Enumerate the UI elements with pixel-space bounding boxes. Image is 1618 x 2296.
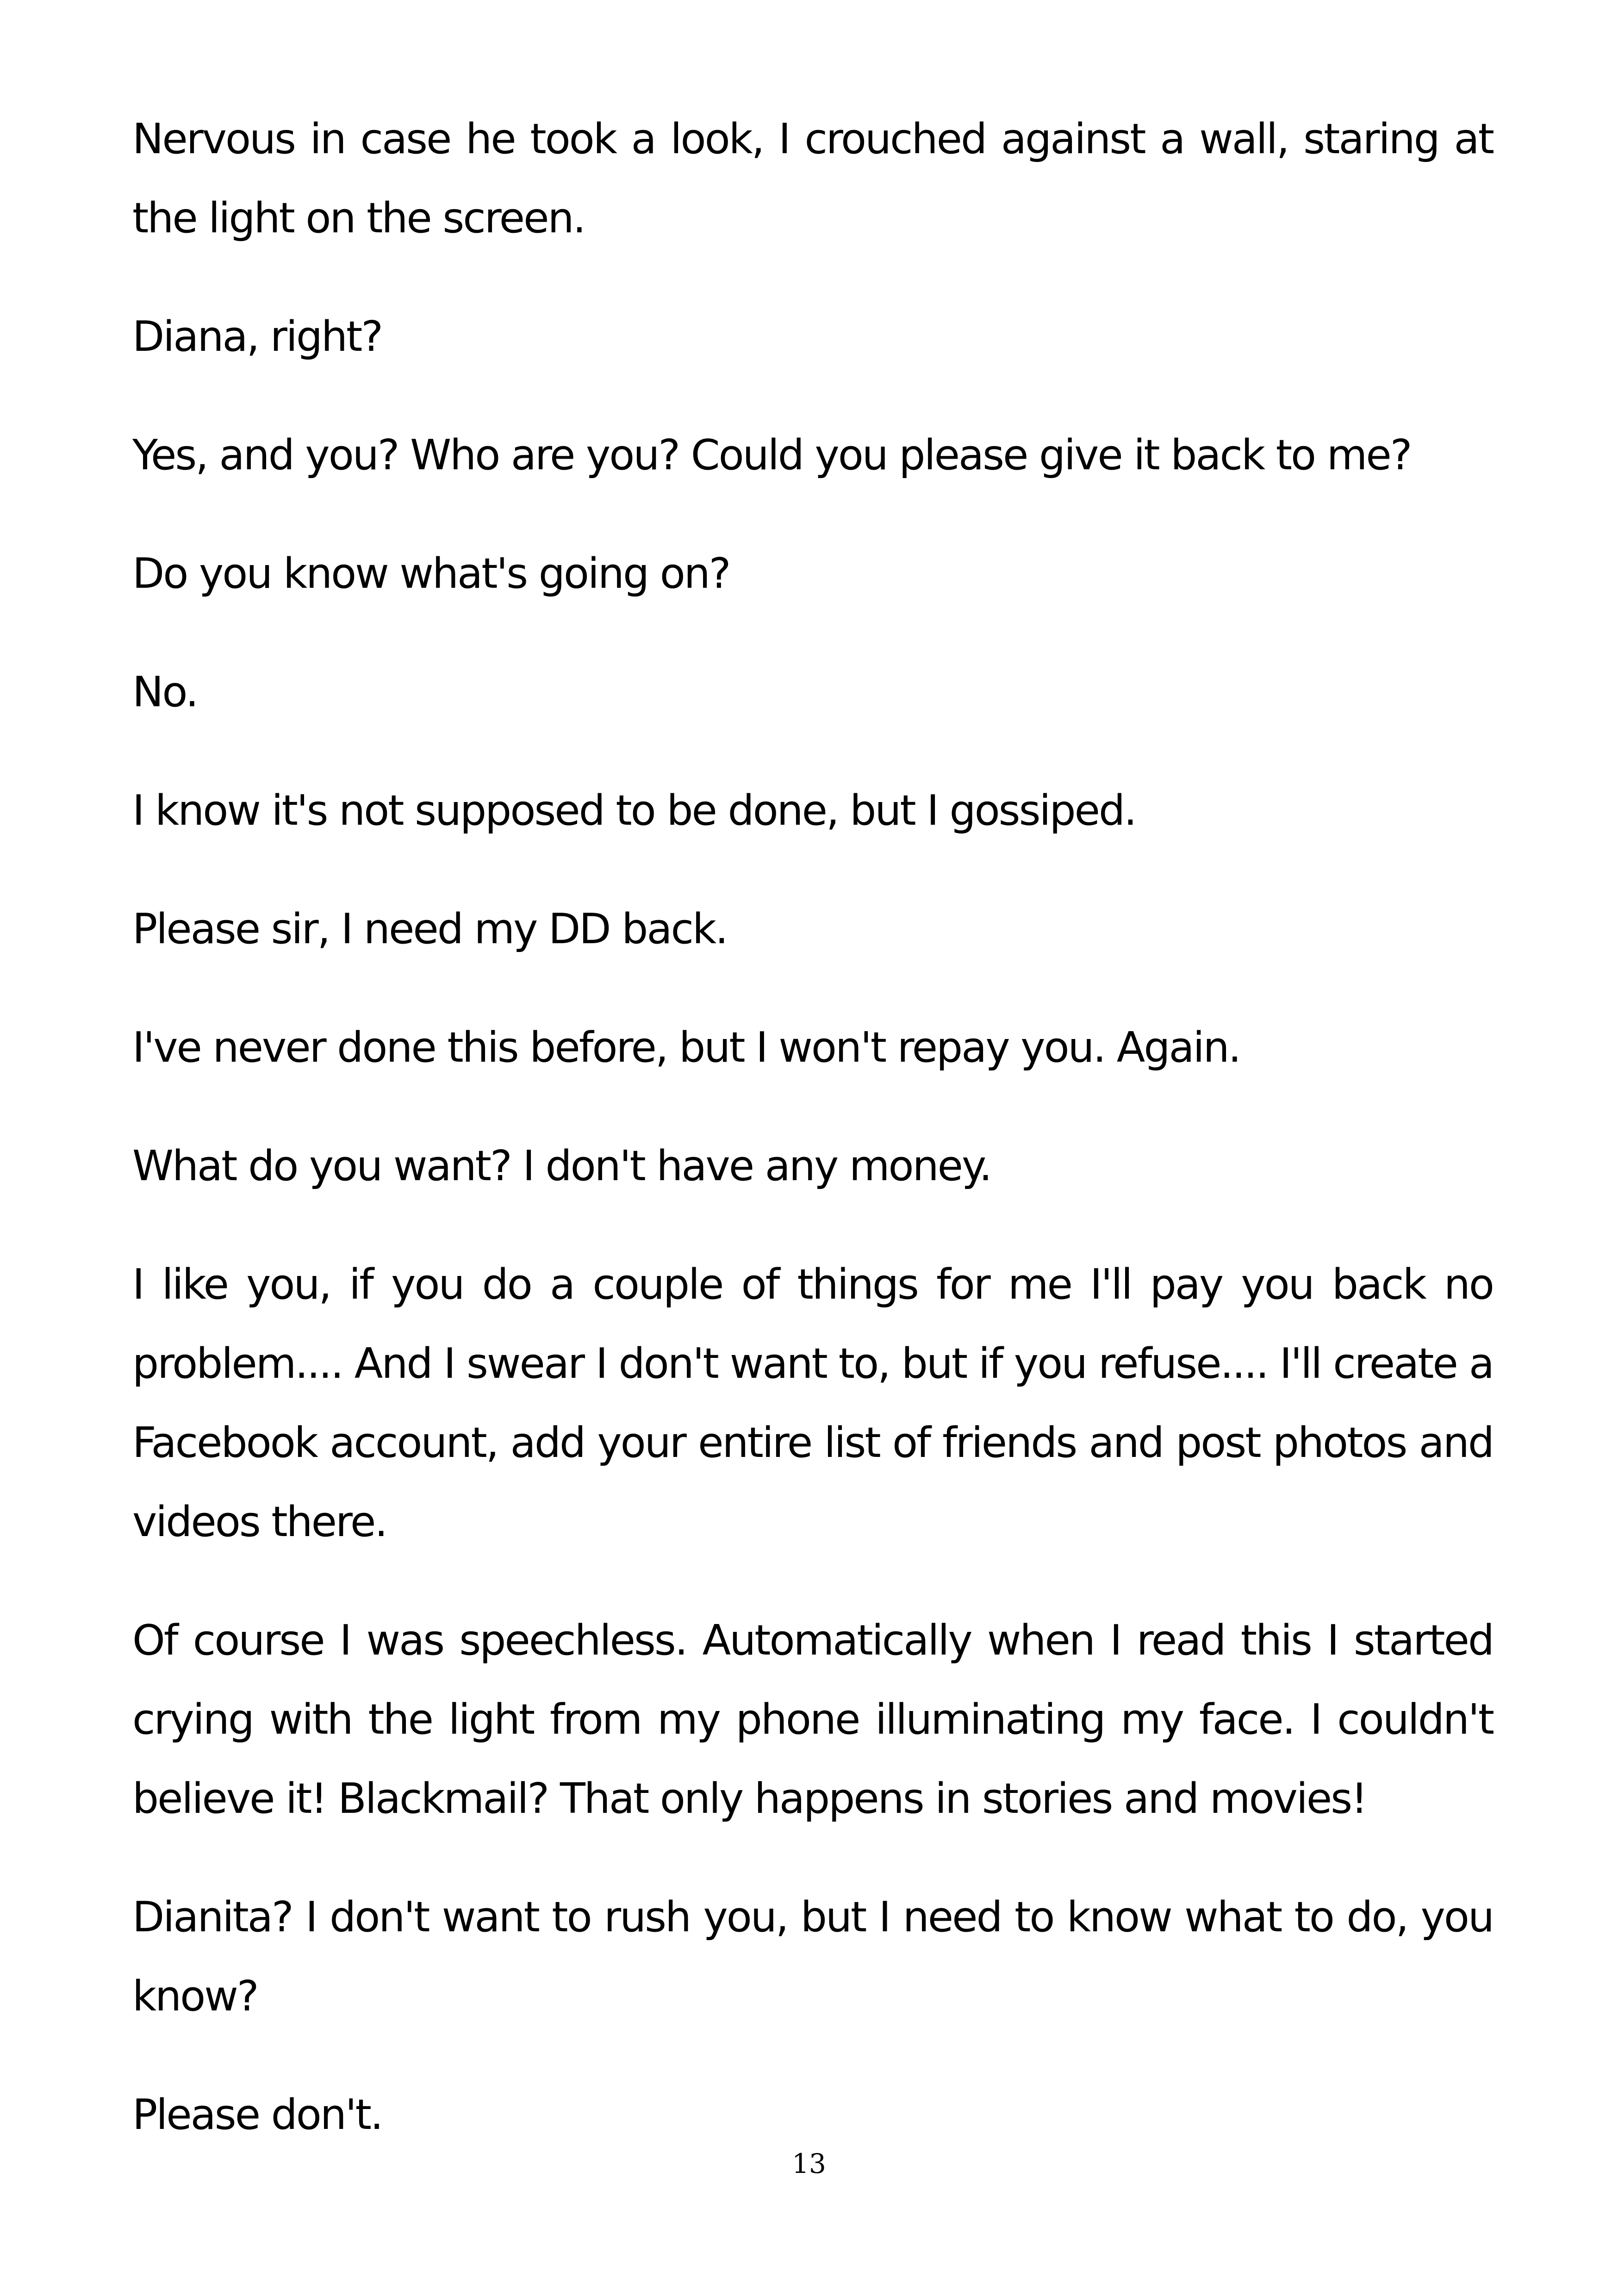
paragraph-1: Nervous in case he took a look, I crouched against a wall, staring at the light on the screen. (132, 115, 1493, 243)
paragraph-4: Do you know what's going on? (132, 549, 730, 598)
paragraph-12: Dianita? I don't want to rush you, but I need to know what to do, you know? (132, 1893, 1493, 2021)
paragraph-3: Yes, and you? Who are you? Could you please give it back to me? (132, 431, 1411, 479)
paragraph-7: Please sir, I need my DD back. (132, 905, 727, 953)
paragraph-11: Of course I was speechless. Automatically when I read this I started crying with the light from my phone illuminating my face. I couldn't believe it! Blackmail? That only happens in stories and movies! (132, 1616, 1493, 1823)
body-text (132, 100, 1493, 2194)
paragraph-5: No. (132, 668, 198, 716)
paragraph-9: What do you want? I don't have any money. (132, 1142, 991, 1190)
paragraph-13: Please don't. (132, 2091, 382, 2139)
paragraph-2: Diana, right? (132, 312, 382, 361)
page-number: 13 (792, 2148, 826, 2179)
paragraph-6: I know it's not supposed to be done, but I gossiped. (132, 786, 1136, 835)
paragraph-10: I like you, if you do a couple of things for me I'll pay you back no problem.... And I swear I don't want to, but if you refuse.... I'll create a Facebook account, add your entire list of friends and post photos and videos there. (132, 1260, 1493, 1546)
paragraph-8: I've never done this before, but I won't repay you. Again. (132, 1023, 1240, 1072)
